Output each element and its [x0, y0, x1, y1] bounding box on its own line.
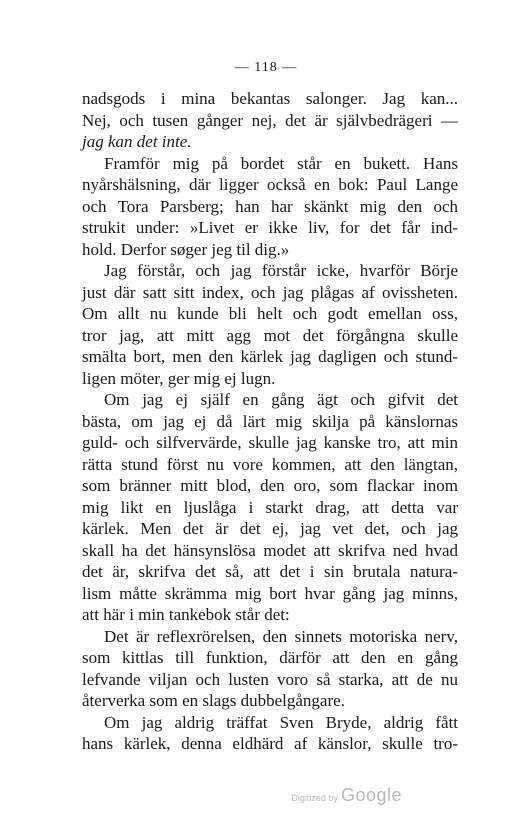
text-line: och Tora Parsberg; han har skänkt mig den och: [82, 196, 458, 216]
text-line: Om jag ej själf en gång ägt och gifvit det: [104, 390, 458, 409]
text-line: lefvande viljan och lusten voro så starka, att de nu: [82, 669, 458, 689]
text-line: lism måtte skrämma mig bort hvar gång jag minns,: [82, 583, 458, 603]
text-line: guld- och silfvervärde, skulle jag kanske tro, att min: [82, 433, 458, 452]
text-line: bästa, om jag ej då lärt mig skilja på känslornas: [82, 411, 458, 431]
text-line: jag kan det inte.: [82, 132, 192, 151]
text-line: Det är reflexrörelsen, den sinnets motoriska nerv,: [104, 626, 458, 646]
text-line: just där satt sitt index, och jag plågas af ovissheten.: [82, 282, 458, 302]
text-line: Nej, och tusen gånger nej, det är självbedrägeri —: [82, 110, 458, 130]
text-line: strukit under: »Livet er ikke liv, for det får ind-: [82, 218, 458, 237]
digitized-by-watermark: [291, 785, 402, 806]
page-number: — 118 —: [234, 60, 298, 75]
text-line: nadsgods i mina bekantas salonger. Jag kan...: [82, 89, 458, 108]
body-text: [82, 88, 458, 755]
text-line: som bränner mitt blod, den oro, som flackar inom: [82, 476, 458, 495]
text-line: Om jag aldrig träffat Sven Bryde, aldrig fått: [104, 712, 458, 732]
google-logo-text: Google: [340, 785, 402, 805]
text-line: Om allt nu kunde bli helt och godt emellan oss,: [82, 304, 458, 323]
text-line: det är, skrifva det så, att det i sin brutala natura-: [82, 562, 458, 581]
text-line: hans kärlek, denna eldhärd af känslor, skulle tro-: [82, 734, 458, 753]
text-line: mig likt en ljuslåga i starkt drag, att detta var: [82, 497, 458, 517]
text-line: Jag förstår, och jag förstår icke, hvarför Börje: [104, 261, 458, 280]
watermark-prefix: Digitized by: [291, 793, 338, 803]
text-line: som kittlas till funktion, därför att den en gång: [82, 648, 458, 667]
text-line: rätta stund först nu vore kommen, att den längtan,: [82, 454, 458, 474]
text-line: skall ha det hänsynslösa modet att skrifva ned hvad: [82, 540, 458, 560]
text-line: Framför mig på bordet står en bukett. Hans: [104, 153, 458, 173]
text-line: tror jag, att mitt agg mot det förgångna skulle: [82, 325, 458, 345]
text-line: kärlek. Men det är det ej, jag vet det, och jag: [82, 519, 458, 538]
text-line: ligen möter, ger mig ej lugn.: [82, 368, 276, 388]
text-line: hold. Derfor søger jeg til dig.»: [82, 239, 290, 259]
text-line: att här i min tankebok står det:: [82, 605, 290, 624]
text-line: nyårshälsning, där ligger också en bok: Paul Lange: [82, 175, 458, 194]
text-line: smälta bort, men den kärlek jag dagligen och stund-: [82, 347, 458, 366]
text-line: återverka som en slags dubbelgångare.: [82, 691, 345, 710]
